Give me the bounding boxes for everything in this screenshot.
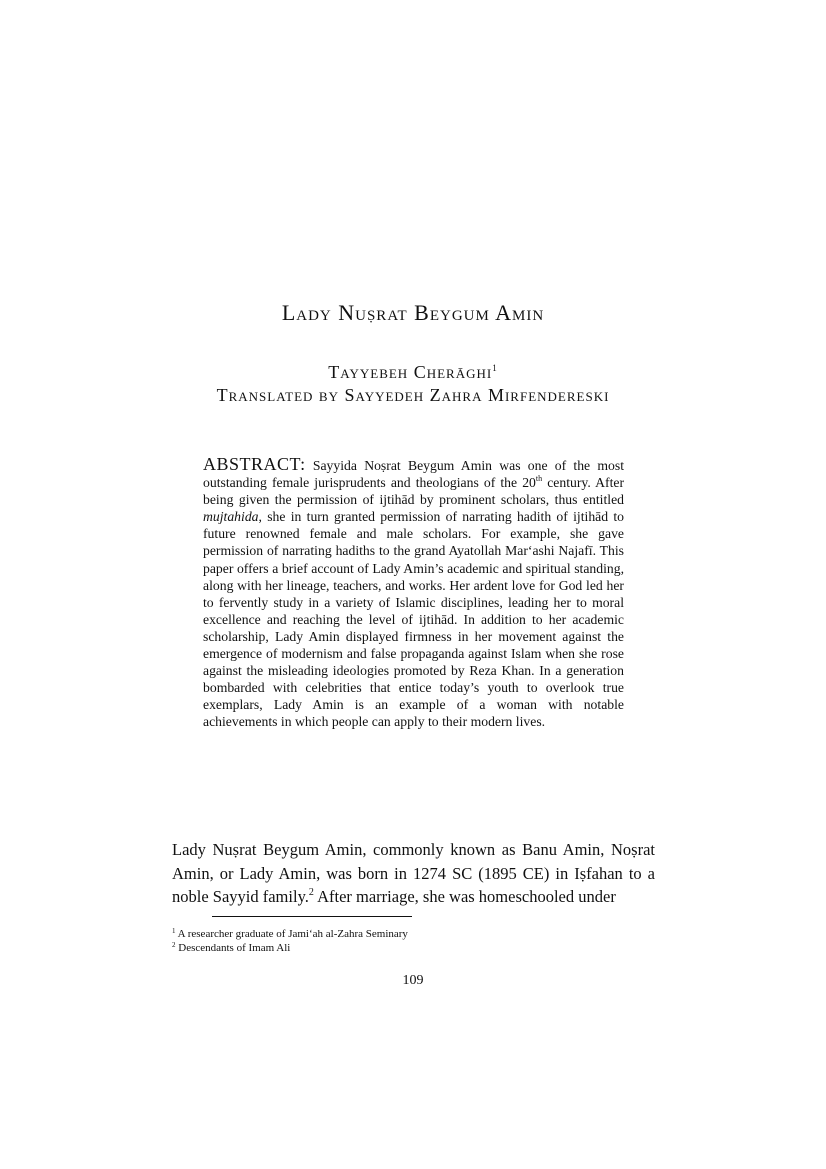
abstract-text-3: , she in turn granted permission of narrating hadith of ijtihād to future renowned female and male scholars. For example, she gave permission of narrating hadiths to the grand Ayatollah Mar‘ashi Najafī. This paper offers a brief account of Lady Amin’s academic and spiritual standing, along with her lineage, teachers, and works. Her ardent love for God led her to fervently study in a variety of Islamic disciplines, leading her to moral excellence and reaching the level of ijtihād. In addition to her academic scholarship, Lady Amin displayed firmness in her movement against the emergence of modernism and false propaganda against Islam when she rose against the misleading ideologies promoted by Reza Khan. In a generation bombarded with celebrities that entice today’s youth to overlook true exemplars, Lady Amin is an example of a woman with notable achievements in which people can apply to their modern lives. [203, 509, 624, 730]
body-paragraph [172, 838, 655, 909]
abstract-italic-term: mujtahida [203, 509, 259, 525]
footnote-2 [172, 941, 655, 955]
footnote-1-text: A researcher graduate of Jami‘ah al-Zahra Seminary [175, 928, 408, 940]
footnote-divider [212, 916, 412, 917]
body-text-1: Lady Nuṣrat Beygum Amin, commonly known as Banu Amin, Noṣrat Amin, or Lady Amin, was born in 1274 SC (1895 CE) in Iṣfahan to a noble Sayyid family. [172, 840, 655, 906]
author-line [0, 362, 826, 383]
body-footnote-mark: 2 [308, 887, 314, 898]
footnote-2-mark: 2 [172, 941, 176, 949]
body-text-2: After marriage, she was homeschooled under [313, 887, 616, 906]
article-title: Lady Nuṣrat Beygum Amin [281, 300, 545, 325]
translator-line: Translated by Sayyedeh Zahra Mirfendereski [216, 385, 610, 405]
author-name: Tayyebeh Cherāghi [328, 362, 493, 382]
footnote-1 [172, 927, 655, 941]
author-footnote-mark: 1 [492, 363, 498, 373]
page-number: 109 [402, 973, 424, 988]
footnote-1-mark: 1 [172, 927, 176, 935]
abstract-label: ABSTRACT: [203, 454, 306, 474]
footnote-2-text: Descendants of Imam Ali [175, 942, 291, 954]
abstract-text-2: century. After being given the permission of ijtihād by prominent scholars, thus entitled [203, 475, 624, 508]
abstract-superscript: th [535, 474, 543, 484]
abstract-text-1: Sayyida Noṣrat Beygum Amin was one of the most outstanding female jurisprudents and theologians of the 20 [203, 458, 624, 491]
footnotes [172, 927, 655, 955]
abstract [203, 456, 624, 731]
